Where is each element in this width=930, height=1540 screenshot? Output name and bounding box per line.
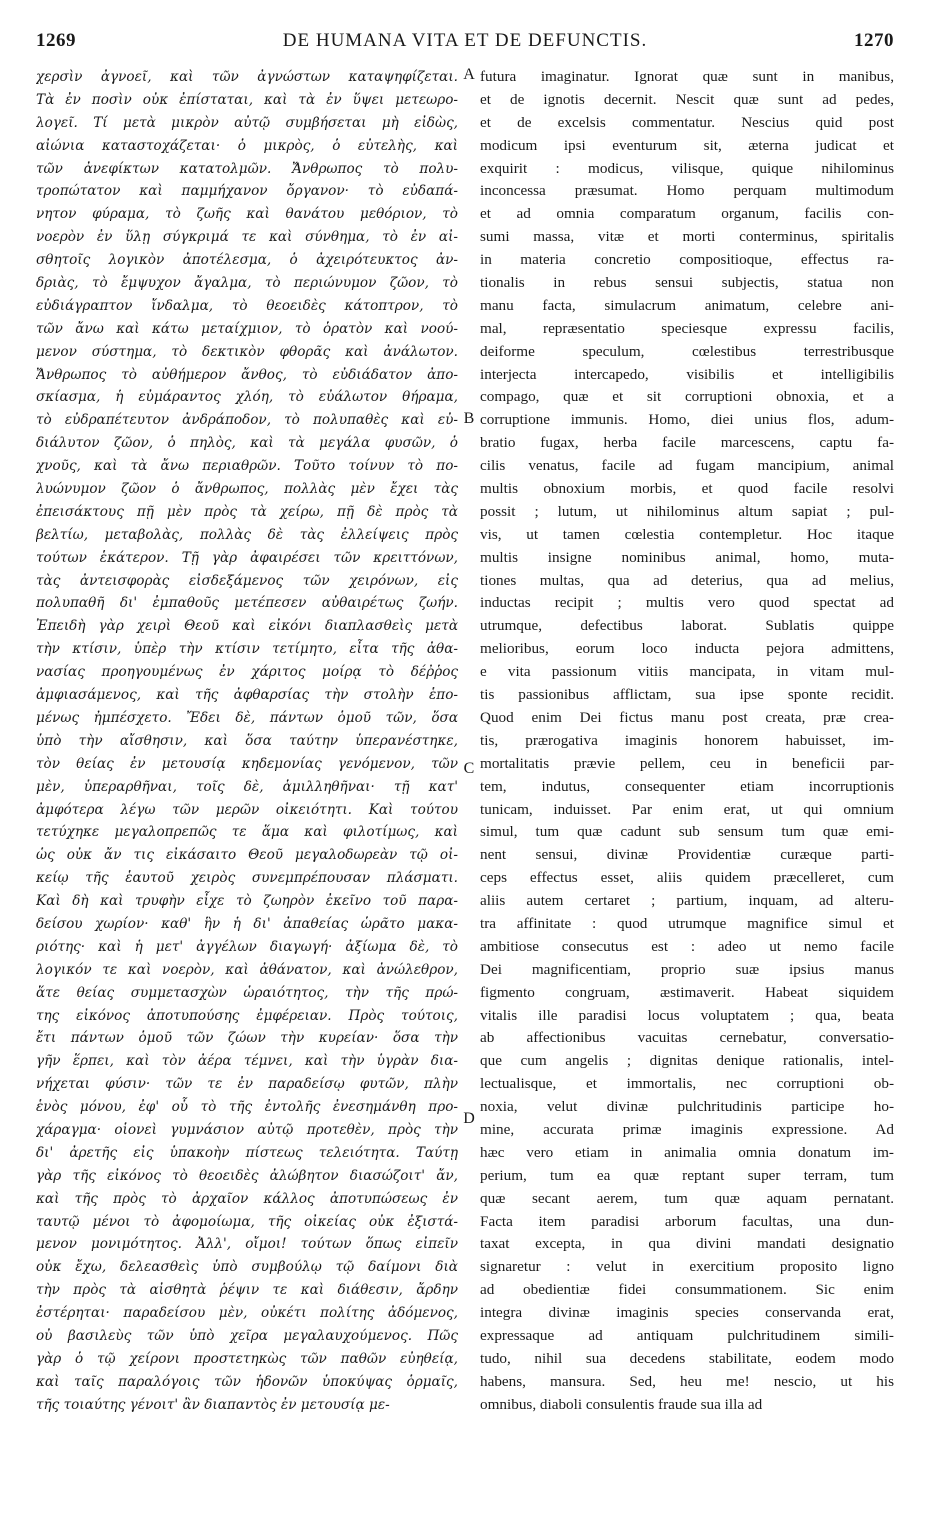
page-header: [36, 30, 894, 60]
latin-text-line: cilis venatus, facile ad fugam mancipium, animal: [480, 457, 894, 475]
latin-text-line: inconcessa præsumat. Homo perquam multimodum: [480, 182, 894, 200]
latin-text-line: tis passionibus afflictam, sua ipse sponte recidit.: [480, 686, 894, 704]
greek-text-line: κείῳ τῆς ἑαυτοῦ χειρὸς συνεμπρέπουσαν πλάσματι.: [36, 870, 458, 887]
greek-text-line: Καὶ δὴ καὶ τρυφὴν εἶχε τὸ ζωηρὸν ἐκεῖνο τοῦ παρα-: [36, 893, 458, 910]
greek-text-line: τὸ εὐδραπέτευτον ἀνδράποδον, τὸ πολυπαθὲς καὶ εὐ-: [36, 412, 458, 429]
greek-text-line: δείσου χωρίον· καθ' ἣν ἡ δι' ἀπαθείας ὡρᾶτο μακα-: [36, 915, 458, 932]
latin-text-line: ab affectionibus vacuitas cernebatur, conversatio-: [480, 1029, 894, 1047]
latin-text-line: et ad omnia comparatum organum, facilis con-: [480, 205, 894, 223]
latin-text-line: omnibus, diaboli consulentis fraude sua illa ad: [480, 1395, 763, 1413]
latin-text-line: compago, quæ et sit corruptioni obnoxia, et a: [480, 388, 894, 406]
greek-text-line: γὰρ τῆς εἰκόνος τὸ θεοειδὲς ἀλώβητον διασώζοιτ' ἄν,: [36, 1167, 458, 1184]
latin-text-line: tem, indutus, consequenter etiam incorruptionis: [480, 777, 894, 795]
greek-text-line: ἀμφότερα λέγω τῶν μερῶν οἰκειότητι. Καὶ τούτου: [36, 801, 458, 818]
greek-text-line: τὰς ἀντεισφορὰς εἰσδεξάμενος τῶν χειρόνων, εἰς: [36, 572, 458, 589]
latin-text-line: tiones multas, qua ad deterius, qua ad melius,: [480, 571, 894, 589]
latin-text-line: e vita passionum vitiis mancipata, in vitam mul-: [480, 663, 894, 681]
greek-text-line: τὴν κτίσιν, ὑπὲρ τὴν κτίσιν τετίμητο, εἶτα τῆς ἀθα-: [36, 641, 458, 658]
greek-text-line: τὴν πρὸς τὰ αἰσθητὰ ῥέψιν τε καὶ διάθεσιν, ἄρδην: [36, 1282, 458, 1299]
latin-text-line: possit ; lutum, ut nihilominus altum sapiat ; pul-: [480, 502, 894, 520]
latin-text-line: deiforme speculum, cœlestibus terrestribusque: [480, 342, 894, 360]
greek-text-line: χάραγμα· οἱονεὶ γυμνάσιον αὐτῷ προτεθὲν, πρὸς τὴν: [36, 1121, 458, 1138]
section-marker-c: C: [463, 760, 475, 777]
greek-text-line: διάλυτον ζῶον, ὁ πηλὸς, καὶ τὰ μεγάλα φυσῶν, ὁ: [36, 435, 458, 452]
latin-text-line: lectualisque, et immortalis, nec corruptioni ob-: [480, 1075, 894, 1093]
greek-text-line: νήχεται φύσιν· τῶν τε ἐν παραδείσῳ φυτῶν, πλὴν: [36, 1076, 458, 1093]
latin-text-column: [480, 66, 894, 1516]
greek-text-line: λυώνυμον ζῶον ὁ ἄνθρωπος, πολλὰς μὲν ἔχει τὰς: [36, 481, 458, 498]
latin-text-line: interjecta intercapedo, visibilis et intelligibilis: [480, 365, 894, 383]
latin-text-line: tudo, nihil sua decedens stabilitate, eodem modo: [480, 1349, 894, 1367]
greek-text-line: καὶ ταῖς παραλόγοις τῶν ἡδονῶν ὑποκύψας ὁρμαῖς,: [36, 1373, 458, 1390]
latin-text-line: Dei magnificentiam, proprio suæ ipsius manus: [480, 960, 894, 978]
latin-text-line: hæc vero etiam in animalia omnia donatum im-: [480, 1143, 894, 1161]
greek-text-line: μένως ἠμπέσχετο. Ἔδει δὲ, πάντων ὁμοῦ τῶν, ὅσα: [36, 709, 458, 726]
latin-text-line: et de excelsis commentatur. Nescius quid post: [480, 113, 894, 131]
greek-text-line: μὲν, ὑπεραρθῆναι, τοῖς δὲ, ἁμιλληθῆναι· τῇ κατ': [36, 778, 458, 795]
latin-text-line: bratio fugax, herba facile marcescens, captu fa-: [480, 434, 894, 452]
greek-text-line: οὐ βασιλεὺς τῶν ὑπὸ χεῖρα μεγαλαυχούμενος. Πῶς: [36, 1327, 458, 1344]
greek-text-line: ἐπεισάκτους πῇ μὲν πρὸς τὰ χείρω, πῇ δὲ πρὸς τὰ: [36, 503, 458, 520]
latin-text-line: figmento congruam, æstimaverit. Habeat siquidem: [480, 983, 894, 1001]
latin-text-line: melioribus, eorum loco inducta pejora admittens,: [480, 640, 894, 658]
latin-text-line: signaretur : velut in exercitium proposito ligno: [480, 1258, 894, 1276]
greek-text-line: δριὰς, τὸ ἔμψυχον ἄγαλμα, τὸ περιώνυμον ζῶον, τὸ: [36, 275, 458, 292]
greek-text-line: τετύχηκε μεγαλοπρεπῶς τε ἅμα καὶ φιλοτίμως, καὶ: [36, 824, 458, 841]
greek-text-line: τῶν ἀνεφίκτων κατατολμῶν. Ἄνθρωπος τὸ πολυ-: [36, 160, 458, 177]
greek-text-line: μενον μονιμότητος. Ἀλλ', οἴμοι! τούτων ὅπως εἰπεῖν: [36, 1236, 458, 1253]
greek-text-line: Τὰ ἐν ποσὶν οὐκ ἐπίσταται, καὶ τὰ ἐν ὕψει μετεωρο-: [36, 91, 458, 108]
latin-text-line: corruptione immunis. Homo, diei unius flos, adum-: [480, 411, 894, 429]
latin-text-line: tra affinitate : quod utrumque magnifice simul et: [480, 914, 894, 932]
latin-text-line: et de ignotis decernit. Nescit quæ sunt ad pedes,: [480, 90, 894, 108]
latin-text-line: habens, mansura. Sed, heu me! nescio, ut his: [480, 1372, 894, 1390]
greek-text-line: γὰρ ὁ τῷ χείρονι προστετηκὼς τῶν παθῶν εὐηθείᾳ,: [36, 1350, 458, 1367]
greek-text-line: ἔτι πάντων ὁμοῦ τῶν ζώων τὴν κυρείαν· ὅσα τὴν: [36, 1030, 458, 1047]
greek-text-line: νητον φύραμα, τὸ ζωῆς καὶ θανάτου μεθόριον, τὸ: [36, 206, 458, 223]
greek-text-line: λογεῖ. Τί μετὰ μικρὸν αὐτῷ συμβήσεται μὴ εἰδὼς,: [36, 114, 458, 131]
latin-text-line: modicum ipsi eventurum sit, æterna judicat et: [480, 136, 894, 154]
latin-text-line: sumi massa, vitæ et morti conterminus, spiritalis: [480, 228, 894, 246]
latin-text-line: Quod enim Dei fictus manu post creata, præ crea-: [480, 708, 894, 726]
greek-text-line: Ἄνθρωπος τὸ αὐθήμερον ἄνθος, τὸ εὐδιάδατον ἀπο-: [36, 366, 458, 383]
latin-text-line: taxat excepta, in qua divini mandati designatio: [480, 1235, 894, 1253]
section-marker-d: D: [463, 1110, 475, 1127]
greek-text-line: χερσὶν ἀγνοεῖ, καὶ τῶν ἀγνώστων καταψηφίζεται.: [36, 69, 458, 85]
greek-text-line: Ἐπειδὴ γὰρ χειρὶ Θεοῦ καὶ εἰκόνι διαπλασθεὶς μετὰ: [36, 618, 458, 635]
latin-text-line: que cum angelis ; dignitas denique rationalis, intel-: [480, 1052, 894, 1070]
greek-text-line: αἰώνια καταστοχάζεται· ὁ μικρὸς, ὁ εὐτελὴς, καὶ: [36, 137, 458, 154]
greek-text-line: σκίασμα, ἡ εὐμάραντος χλόη, τὸ εὐάλωτον θήραμα,: [36, 389, 458, 406]
latin-text-line: manu facta, simulacrum animatum, celebre ani-: [480, 296, 894, 314]
latin-text-line: mine, accurata primæ imaginis expressione. Ad: [480, 1120, 894, 1138]
greek-text-line: ταυτῷ μένοι τὸ ἀφομοίωμα, τῆς οἰκείας οὐκ ἐξιστά-: [36, 1213, 458, 1230]
greek-text-line: σθητοῖς λογικὸν ἀποτέλεσμα, ὁ ἀχειρότευκτος ἀν-: [36, 252, 458, 269]
latin-text-line: vis, ut tamen cœlestia contempletur. Hoc itaque: [480, 525, 894, 543]
latin-text-line: utrumque, defectibus laborat. Sublatis quippe: [480, 617, 894, 635]
greek-text-line: νοερὸν ἐν ὕλῃ σύγκριμά τε καὶ σύνθημα, τὸ ἐν αἰ-: [36, 229, 458, 246]
latin-text-line: perium, tum ea quæ reptant super terram, tum: [480, 1166, 894, 1184]
greek-text-line: τροπώτατον καὶ παμμήχανον ὄργανον· τὸ εὐδαπά-: [36, 183, 458, 200]
latin-text-line: simul, tum quæ cadunt sub sensum tum quæ emi-: [480, 823, 894, 841]
greek-text-line: νασίας προηγουμένως ἐν χάριτος μοίρᾳ τὸ δέῤῥος: [36, 664, 458, 681]
greek-text-line: οὐκ ἔχω, δελεασθεὶς ὑπὸ συμβούλῳ τῷ δαίμονι διὰ: [36, 1259, 458, 1276]
greek-text-line: λογικόν τε καὶ νοερὸν, καὶ ἀθάνατον, καὶ ἀνώλεθρον,: [36, 961, 458, 978]
latin-text-line: quæ secant aerem, tum quæ aquam pernatant.: [480, 1189, 894, 1207]
greek-text-line: γῆν ἕρπει, καὶ τὸν ἀέρα τέμνει, καὶ τὴν ὑγρὰν δια-: [36, 1053, 458, 1070]
latin-text-line: integra divinæ imaginis species conservanda erat,: [480, 1304, 894, 1322]
latin-text-line: noxia, velut divinæ pulchritudinis participe ho-: [480, 1098, 894, 1116]
greek-text-line: ὡς οὐκ ἄν τις εἰκάσαιτο Θεοῦ μεγαλοδωρεὰν τῷ οἰ-: [36, 847, 458, 864]
latin-text-line: mal, repræsentatio speciesque expressu facilis,: [480, 319, 894, 337]
latin-text-line: aliis autem certaret ; partium, inquam, ad alteru-: [480, 892, 894, 910]
greek-text-line: ἅτε θείας συμμετασχὼν ὡραιότητος, τὴν τῆς πρώ-: [36, 984, 458, 1001]
latin-text-line: expressaque ad antiquam pulchritudinem simili-: [480, 1326, 894, 1344]
page-number-right: 1270: [854, 30, 894, 51]
greek-text-line: ἑνὸς μόνου, ἐφ' οὗ τὸ τῆς ἐντολῆς ἐνεσημάνθη προ-: [36, 1099, 458, 1116]
latin-text-line: vitalis ille paradisi locus voluptatem ; qua, beata: [480, 1006, 894, 1024]
greek-text-column: [36, 66, 458, 1516]
page-number-left: 1269: [36, 30, 76, 51]
latin-text-line: exquirit : modicus, vilisque, quique nihilominus: [480, 159, 894, 177]
latin-text-line: futura imaginatur. Ignorat quæ sunt in manibus,: [480, 68, 894, 85]
greek-text-line: ριότης· καὶ ἡ μετ' ἀγγέλων διαγωγή· ἀξίωμα δὲ, τὸ: [36, 938, 458, 955]
latin-text-line: mortalitatis prævie pellem, ceu in beneficii par-: [480, 754, 894, 772]
latin-text-line: tunicam, induisset. Par enim erat, ut qui omnium: [480, 800, 894, 818]
greek-text-line: τὸν θείας ἐν μετουσίᾳ κηδεμονίας γενόμενον, τῶν: [36, 755, 458, 772]
latin-text-line: in materia concretio compositioque, effectus ra-: [480, 251, 894, 269]
latin-text-line: tis, prærogativa imaginis honorem habuisset, im-: [480, 731, 894, 749]
greek-text-line: τῶν ἄνω καὶ κάτω μεταίχμιον, τὸ ὁρατὸν καὶ νοού-: [36, 320, 458, 337]
greek-text-line: καὶ τῆς πρὸς τὸ ἀρχαῖον κάλλος ἀποτυπώσεως ἐν: [36, 1190, 458, 1207]
latin-text-line: nent sensui, divinæ Providentiæ curæque parti-: [480, 846, 894, 864]
greek-text-line: της εἰκόνος ἀποτυπούσης ἐμφέρειαν. Πρὸς τούτοις,: [36, 1007, 458, 1024]
greek-text-line: χνοῦς, καὶ τὰ ἄνω περιαθρῶν. Τοῦτο τοίνυν τὸ πο-: [36, 458, 458, 475]
latin-text-line: ambitiose consecutus est : adeo ut nemo facile: [480, 937, 894, 955]
greek-text-line: μενον σύστημα, τὸ δεκτικὸν φθορᾶς καὶ ἀνάλωτον.: [36, 343, 458, 360]
latin-text-line: multis insigne nominibus animal, homo, muta-: [480, 548, 894, 566]
latin-text-line: ceps effectus esset, aliis quidem præcelleret, cum: [480, 869, 894, 887]
greek-text-line: πολυπαθῆ δι' ἐμπαθοῦς μετέπεσεν αὐθαιρέτως ζωήν.: [36, 595, 458, 612]
latin-text-line: ad obedientiæ fidei consummationem. Sic enim: [480, 1281, 894, 1299]
latin-text-line: inductas recipit ; multis vero quod spectat ad: [480, 594, 894, 612]
latin-text-line: tionalis in rebus sensui subjectis, statua non: [480, 274, 894, 292]
running-title: DE HUMANA VITA ET DE DEFUNCTIS.: [282, 30, 648, 51]
latin-text-line: multis obnoxium morbis, et quod facile resolvi: [480, 480, 894, 498]
section-marker-a: A: [463, 66, 475, 83]
greek-text-line: εὐδιάγραπτον ἴνδαλμα, τὸ θεοειδὲς κάτοπτρον, τὸ: [36, 297, 458, 314]
greek-text-line: βελτίω, μεταβολὰς, πολλὰς δὲ τὰς ἐλλείψεις πρὸς: [36, 526, 458, 543]
latin-text-line: Facta item paradisi arborum facultas, una dun-: [480, 1212, 894, 1230]
greek-text-line: τῆς τοιαύτης γένοιτ' ἂν διαπαντὸς ἐν μετουσίᾳ με-: [36, 1396, 390, 1413]
greek-text-line: τούτων ἑκάτερον. Τῇ γὰρ ἀφαιρέσει τῶν κρειττόνων,: [36, 549, 458, 566]
greek-text-line: δι' ἀρετῆς εἰς ὑπακοὴν πίστεως τελειότητα. Ταύτῃ: [36, 1144, 458, 1161]
greek-text-line: ἀμφιασάμενος, καὶ τῆς ἀφθαρσίας τὴν στολὴν ἑπο-: [36, 687, 458, 704]
section-marker-b: B: [463, 410, 475, 427]
greek-text-line: ἐστέρηται· παραδείσου μὲν, οὐκέτι πολίτης ἀδόμενος,: [36, 1305, 458, 1322]
greek-text-line: ὑπὸ τὴν αἴσθησιν, καὶ ὅσα ταύτην ὑπερανέστηκε,: [36, 732, 458, 749]
